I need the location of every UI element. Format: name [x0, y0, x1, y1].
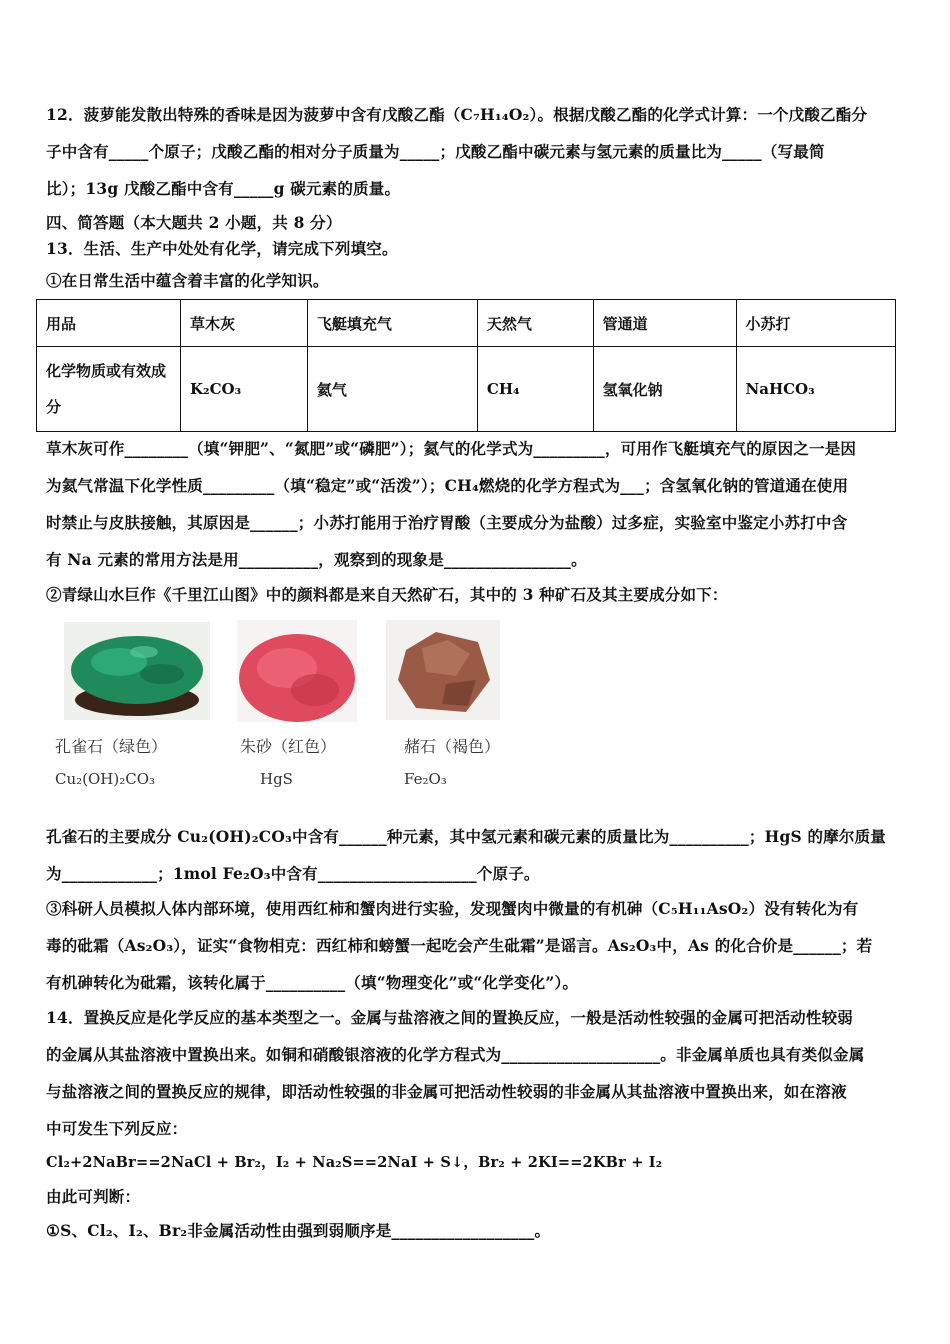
q12-line3: 比）；13g 戊酸乙酯中含有_____g 碳元素的质量。	[46, 179, 401, 198]
q13-title: 13．生活、生产中处处有化学，请完成下列填空。	[46, 239, 398, 258]
table-cell: 用品	[37, 300, 181, 347]
q14-line3: 与盐溶液之间的置换反应的规律，即活动性较强的非金属可把活动性较弱的非金属从其盐溶液中置换出来，如在溶液	[46, 1082, 847, 1101]
ochre-image	[386, 620, 500, 720]
q12-line2: 子中含有_____个原子；戊酸乙酯的相对分子质量为_____；戊酸乙酯中碳元素与氢元素的质量比为_____（写最简	[46, 142, 825, 161]
q13-p1-line3: 时禁止与皮肤接触，其原因是______；小苏打能用于治疗胃酸（主要成分为盐酸）过多症，实验室中鉴定小苏打中含	[46, 513, 848, 532]
malachite-image	[64, 622, 210, 720]
table-row	[37, 347, 896, 432]
q13-p1-line4: 有 Na 元素的常用方法是用__________，观察到的现象是________________。	[46, 550, 587, 569]
malachite-formula: Cu₂(OH)₂CO₃	[55, 770, 156, 788]
q13-p1-line2: 为氦气常温下化学性质_________（填“稳定”或“活泼”）；CH₄燃烧的化学方程式为___；含氢氧化钠的管道通在使用	[46, 476, 849, 495]
table-cell: 氢氧化钠	[593, 347, 736, 432]
q14-line7: ①S、Cl₂、I₂、Br₂非金属活动性由强到弱顺序是__________________。	[46, 1221, 551, 1240]
q14-line4: 中可发生下列反应：	[46, 1119, 188, 1138]
table-cell: 草木灰	[181, 300, 308, 347]
table-row	[37, 300, 896, 347]
section-heading: 四、简答题（本大题共 2 小题，共 8 分）	[46, 213, 342, 232]
cinnabar-formula: HgS	[260, 770, 293, 788]
table-cell: 天然气	[477, 300, 593, 347]
cinnabar-label: 朱砂（红色）	[240, 737, 337, 756]
cinnabar-image	[237, 620, 357, 722]
table-cell: 管通道	[593, 300, 736, 347]
q13-p2-line1: 孔雀石的主要成分 Cu₂(OH)₂CO₃中含有______种元素，其中氢元素和碳元素的质量比为__________；HgS 的摩尔质量	[46, 827, 886, 846]
table-cell: NaHCO₃	[736, 347, 895, 432]
table-cell: CH₄	[477, 347, 593, 432]
malachite-label: 孔雀石（绿色）	[55, 737, 168, 756]
q13-part1-intro: ①在日常生活中蕴含着丰富的化学知识。	[46, 271, 329, 290]
q12-line1: 12．菠萝能发散出特殊的香味是因为菠萝中含有戊酸乙酯（C₇H₁₄O₂）。根据戊酸乙酯的化学式计算：一个戊酸乙酯分	[46, 105, 868, 124]
q13-p3-line3: 有机砷转化为砒霜，该转化属于__________（填“物理变化”或“化学变化”）。	[46, 973, 579, 992]
q13-p1-line1: 草木灰可作________（填“钾肥”、“氮肥”或“磷肥”）；氦气的化学式为_________，可用作飞艇填充气的原因之一是因	[46, 439, 857, 458]
q14-line1: 14．置换反应是化学反应的基本类型之一。金属与盐溶液之间的置换反应，一般是活动性较强的金属可把活动性较弱	[46, 1008, 853, 1027]
q14-line2: 的金属从其盐溶液中置换出来。如铜和硝酸银溶液的化学方程式为____________________。非金属单质也具有类似金属	[46, 1045, 865, 1064]
q13-p2-line2: 为____________；1mol Fe₂O₃中含有____________________个原子。	[46, 864, 540, 883]
table-cell: 小苏打	[736, 300, 895, 347]
ochre-formula: Fe₂O₃	[404, 770, 447, 788]
table-cell: 化学物质或有效成分	[37, 347, 181, 432]
table-cell: K₂CO₃	[181, 347, 308, 432]
substance-table	[36, 299, 896, 432]
table-cell: 氦气	[307, 347, 477, 432]
q13-p3-line2: 毒的砒霜（As₂O₃），证实“食物相克：西红柿和螃蟹一起吃会产生砒霜”是谣言。As₂O₃中，As 的化合价是______；若	[46, 936, 873, 955]
q13-p3-line1: ③科研人员模拟人体内部环境，使用西红柿和蟹肉进行实验，发现蟹肉中微量的有机砷（C₅H₁₁AsO₂）没有转化为有	[46, 899, 859, 918]
ochre-label: 赭石（褐色）	[404, 737, 501, 756]
table-cell: 飞艇填充气	[307, 300, 477, 347]
q13-part2-intro: ②青绿山水巨作《千里江山图》中的颜料都是来自天然矿石，其中的 3 种矿石及其主要成分如下：	[46, 585, 728, 604]
q14-line6: 由此可判断：	[46, 1187, 141, 1206]
q14-equations: Cl₂+2NaBr==2NaCl + Br₂，I₂ + Na₂S==2NaI + S↓，Br₂ + 2KI==2KBr + I₂	[46, 1154, 663, 1171]
